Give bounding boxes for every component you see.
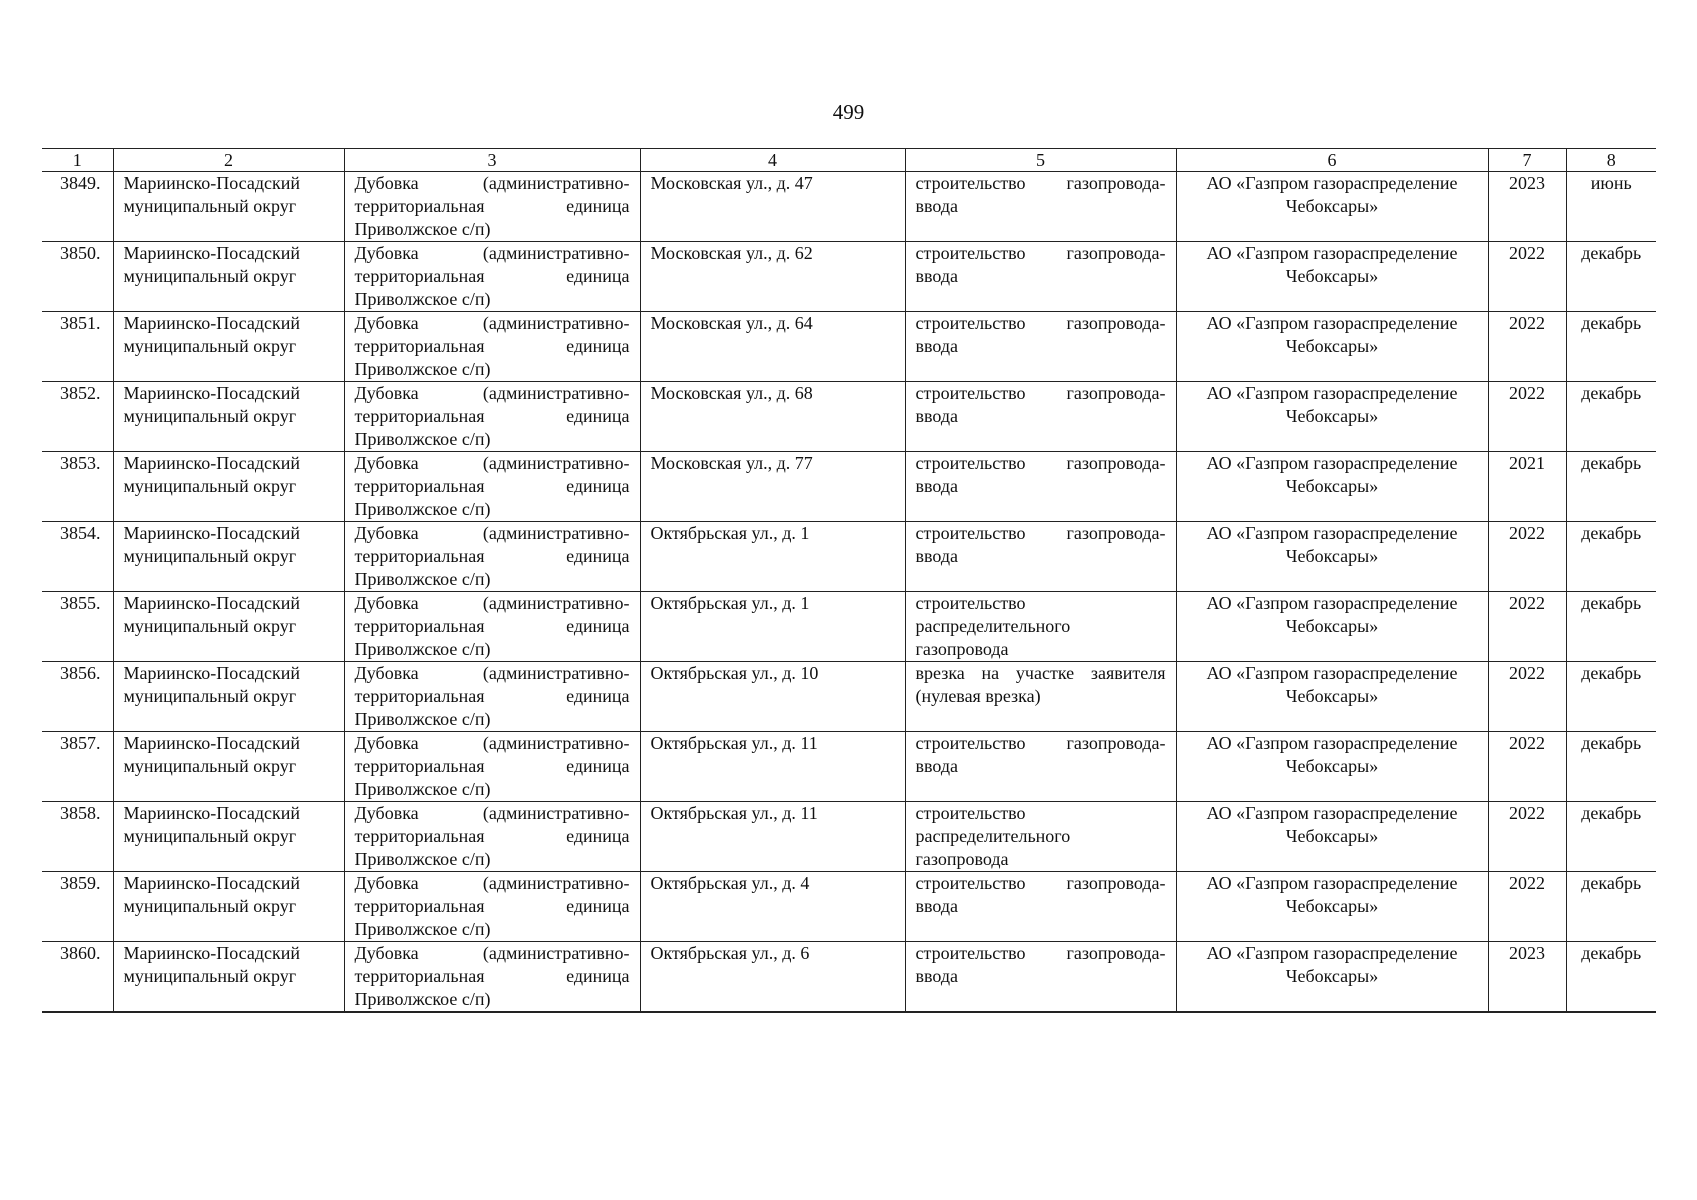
organization: АО «Газпром газораспределение Чебоксары» [1176,522,1488,592]
address: Октябрьская ул., д. 6 [640,942,905,1013]
year: 2022 [1488,382,1566,452]
month: декабрь [1566,382,1656,452]
organization: АО «Газпром газораспределение Чебоксары» [1176,242,1488,312]
organization: АО «Газпром газораспределение Чебоксары» [1176,312,1488,382]
settlement: Дубовка (административно-территориальная единица Приволжское с/п) [344,382,640,452]
municipal-district: Мариинско-Посадский муниципальный округ [113,382,344,452]
month: декабрь [1566,522,1656,592]
work-type: строительство газопровода-ввода [905,942,1176,1013]
year: 2022 [1488,522,1566,592]
settlement: Дубовка (административно-территориальная единица Приволжское с/п) [344,802,640,872]
row-number: 3856. [42,662,113,732]
table-row [42,802,1656,872]
table-row [42,592,1656,662]
row-number: 3859. [42,872,113,942]
municipal-district: Мариинско-Посадский муниципальный округ [113,732,344,802]
municipal-district: Мариинско-Посадский муниципальный округ [113,662,344,732]
month: декабрь [1566,942,1656,1013]
month: июнь [1566,172,1656,242]
table-body [42,172,1656,1013]
table-row [42,942,1656,1013]
year: 2023 [1488,172,1566,242]
settlement: Дубовка (административно-территориальная единица Приволжское с/п) [344,312,640,382]
year: 2022 [1488,312,1566,382]
address: Октябрьская ул., д. 11 [640,732,905,802]
table-row [42,732,1656,802]
row-number: 3860. [42,942,113,1013]
municipal-district: Мариинско-Посадский муниципальный округ [113,312,344,382]
row-number: 3855. [42,592,113,662]
address: Октябрьская ул., д. 1 [640,522,905,592]
organization: АО «Газпром газораспределение Чебоксары» [1176,802,1488,872]
table-row [42,312,1656,382]
row-number: 3857. [42,732,113,802]
address: Московская ул., д. 77 [640,452,905,522]
settlement: Дубовка (административно-территориальная единица Приволжское с/п) [344,172,640,242]
settlement: Дубовка (административно-территориальная единица Приволжское с/п) [344,452,640,522]
settlement: Дубовка (административно-территориальная единица Приволжское с/п) [344,662,640,732]
year: 2022 [1488,802,1566,872]
organization: АО «Газпром газораспределение Чебоксары» [1176,452,1488,522]
row-number: 3851. [42,312,113,382]
table-row [42,452,1656,522]
work-type: строительство газопровода-ввода [905,732,1176,802]
organization: АО «Газпром газораспределение Чебоксары» [1176,942,1488,1013]
work-type: строительство газопровода-ввода [905,312,1176,382]
work-type: строительство распределительного газопровода [905,592,1176,662]
municipal-district: Мариинско-Посадский муниципальный округ [113,942,344,1013]
work-type: строительство газопровода-ввода [905,172,1176,242]
column-header: 6 [1176,149,1488,172]
address: Октябрьская ул., д. 1 [640,592,905,662]
organization: АО «Газпром газораспределение Чебоксары» [1176,172,1488,242]
address: Московская ул., д. 68 [640,382,905,452]
table-row [42,172,1656,242]
address: Октябрьская ул., д. 4 [640,872,905,942]
work-type: врезка на участке заявителя (нулевая врезка) [905,662,1176,732]
column-header: 1 [42,149,113,172]
gasification-table [42,148,1656,1013]
column-header: 3 [344,149,640,172]
month: декабрь [1566,592,1656,662]
month: декабрь [1566,802,1656,872]
column-header: 7 [1488,149,1566,172]
row-number: 3854. [42,522,113,592]
settlement: Дубовка (административно-территориальная единица Приволжское с/п) [344,732,640,802]
month: декабрь [1566,732,1656,802]
work-type: строительство газопровода-ввода [905,452,1176,522]
municipal-district: Мариинско-Посадский муниципальный округ [113,522,344,592]
year: 2021 [1488,452,1566,522]
municipal-district: Мариинско-Посадский муниципальный округ [113,872,344,942]
settlement: Дубовка (административно-территориальная единица Приволжское с/п) [344,872,640,942]
table-row [42,242,1656,312]
column-header: 5 [905,149,1176,172]
settlement: Дубовка (административно-территориальная единица Приволжское с/п) [344,242,640,312]
address: Московская ул., д. 64 [640,312,905,382]
municipal-district: Мариинско-Посадский муниципальный округ [113,452,344,522]
row-number: 3852. [42,382,113,452]
table-row [42,872,1656,942]
column-header: 8 [1566,149,1656,172]
municipal-district: Мариинско-Посадский муниципальный округ [113,802,344,872]
work-type: строительство газопровода-ввода [905,242,1176,312]
row-number: 3853. [42,452,113,522]
row-number: 3849. [42,172,113,242]
column-header: 4 [640,149,905,172]
row-number: 3858. [42,802,113,872]
organization: АО «Газпром газораспределение Чебоксары» [1176,662,1488,732]
organization: АО «Газпром газораспределение Чебоксары» [1176,872,1488,942]
table-row [42,382,1656,452]
settlement: Дубовка (административно-территориальная единица Приволжское с/п) [344,522,640,592]
organization: АО «Газпром газораспределение Чебоксары» [1176,382,1488,452]
municipal-district: Мариинско-Посадский муниципальный округ [113,242,344,312]
municipal-district: Мариинско-Посадский муниципальный округ [113,172,344,242]
column-header: 2 [113,149,344,172]
table-row [42,522,1656,592]
row-number: 3850. [42,242,113,312]
year: 2022 [1488,662,1566,732]
settlement: Дубовка (административно-территориальная единица Приволжское с/п) [344,942,640,1013]
work-type: строительство газопровода-ввода [905,872,1176,942]
address: Октябрьская ул., д. 10 [640,662,905,732]
month: декабрь [1566,872,1656,942]
year: 2022 [1488,732,1566,802]
settlement: Дубовка (административно-территориальная единица Приволжское с/п) [344,592,640,662]
month: декабрь [1566,242,1656,312]
work-type: строительство распределительного газопровода [905,802,1176,872]
address: Московская ул., д. 47 [640,172,905,242]
page-number: 499 [832,100,865,124]
table-row [42,662,1656,732]
address: Московская ул., д. 62 [640,242,905,312]
header-row [42,149,1656,172]
work-type: строительство газопровода-ввода [905,382,1176,452]
month: декабрь [1566,312,1656,382]
month: декабрь [1566,452,1656,522]
municipal-district: Мариинско-Посадский муниципальный округ [113,592,344,662]
year: 2023 [1488,942,1566,1013]
organization: АО «Газпром газораспределение Чебоксары» [1176,732,1488,802]
work-type: строительство газопровода-ввода [905,522,1176,592]
year: 2022 [1488,242,1566,312]
year: 2022 [1488,872,1566,942]
year: 2022 [1488,592,1566,662]
month: декабрь [1566,662,1656,732]
address: Октябрьская ул., д. 11 [640,802,905,872]
organization: АО «Газпром газораспределение Чебоксары» [1176,592,1488,662]
